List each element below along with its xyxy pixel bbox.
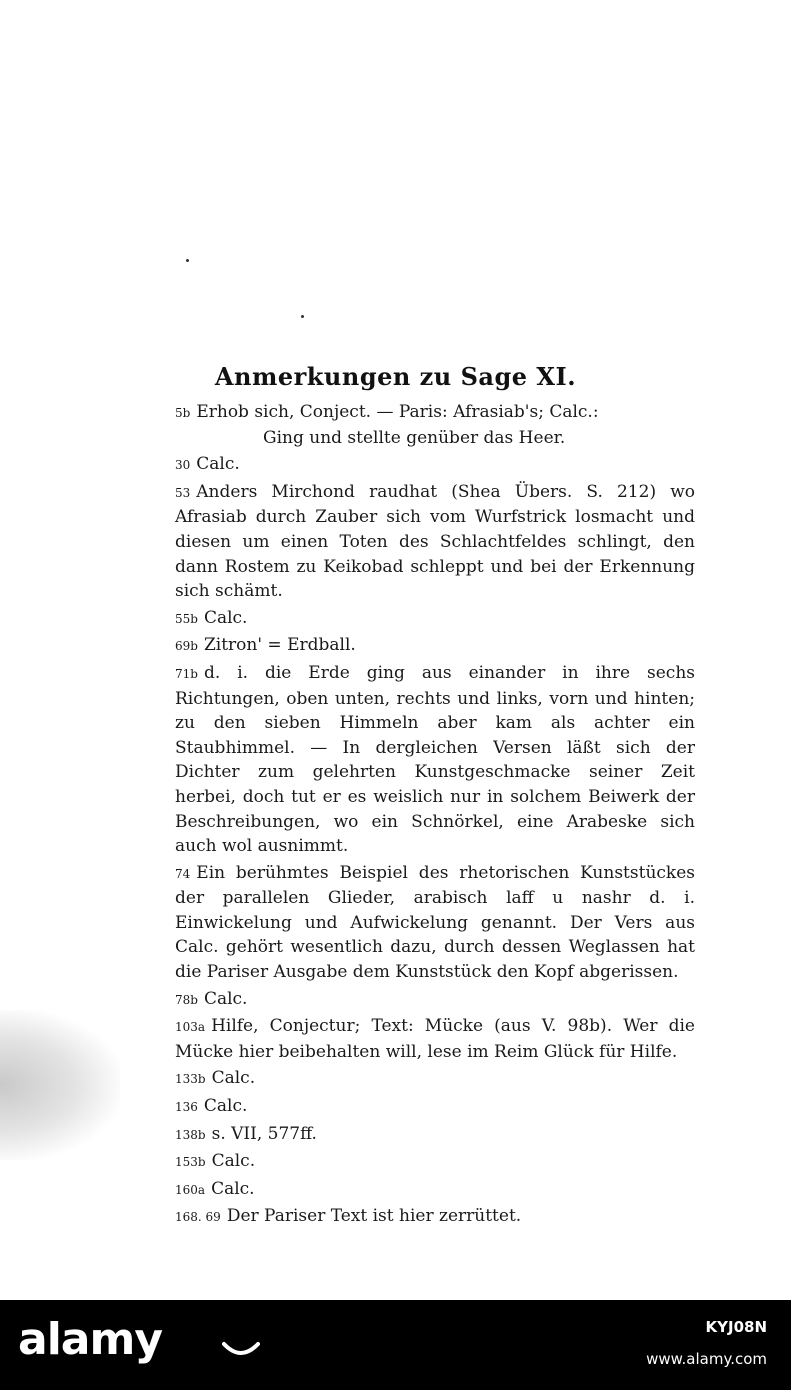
- verse-ref: 78b: [175, 992, 198, 1007]
- note-text: Calc.: [211, 1151, 256, 1172]
- verse-ref: 55b: [175, 611, 198, 626]
- page-shadow: [0, 1010, 120, 1160]
- note-entry: [175, 1149, 695, 1175]
- note-text: Calc.: [211, 1068, 256, 1089]
- note-entry: [175, 1122, 695, 1148]
- note-entry: [175, 1177, 695, 1203]
- note-entry: [175, 1066, 695, 1092]
- note-text: Calc.: [203, 607, 248, 628]
- verse-ref: 71b: [175, 666, 198, 681]
- note-entry: [175, 633, 695, 659]
- note-text: Calc.: [211, 1178, 255, 1199]
- note-text: Erhob sich, Conject. — Paris: Afrasiab's; Calc.:: [196, 402, 599, 422]
- image-code: KYJ08N: [705, 1318, 767, 1336]
- verse-ref: 168. 69: [175, 1210, 221, 1225]
- note-entry: [175, 861, 695, 985]
- verse-ref: 30: [175, 458, 191, 473]
- logo-swoosh-icon: [222, 1340, 260, 1360]
- note-text: Hilfe, Conjectur; Text: Mücke (aus V. 98b). Wer die Mücke hier beibehalten will, lese im Reim Glück für Hilfe.: [175, 1016, 695, 1062]
- note-text: Anders Mirchond raudhat (Shea Übers. S. 212) wo Afrasiab durch Zauber sich vom Wurfstrick losmacht und diesen um einen Toten des Schlachtfeldes schlingt, den dann Rostem zu Keikobad schleppt und bei der Erkennung sich schämt.: [175, 481, 695, 602]
- watermark-banner: [0, 1300, 791, 1390]
- verse-ref: 5b: [175, 406, 191, 420]
- note-entry: [175, 661, 695, 859]
- alamy-logo: alamy: [18, 1314, 162, 1365]
- notes-list: [175, 400, 695, 1232]
- note-entry: [175, 1014, 695, 1064]
- note-entry: [175, 480, 695, 604]
- note-text: d. i. die Erde ging aus einander in ihre sechs Richtungen, oben unten, rechts und links, vorn und hinten; zu den sieben Himmeln aber kam als achter ein Staubhimmel. — In dergleichen Versen läßt sich der Dichter zum gelehrten Kunstgeschmacke seiner Zeit herbei, doch tut er es weislich nur in solchem Beiwerk der Beschreibungen, wo ein Schnörkel, eine Arabeske sich auch wol ausnimmt.: [175, 662, 695, 857]
- note-entry: [175, 606, 695, 632]
- note-entry: [175, 452, 695, 478]
- verse-ref: 136: [175, 1100, 198, 1115]
- note-entry: [175, 987, 695, 1013]
- verse-ref: 153b: [175, 1155, 206, 1170]
- note-text-continued: Ging und stellte genüber das Heer.: [263, 427, 566, 448]
- verse-ref: 133b: [175, 1072, 206, 1087]
- watermark-url: www.alamy.com: [646, 1350, 767, 1368]
- note-text: Calc.: [203, 1096, 248, 1117]
- speck: [301, 315, 304, 318]
- speck: [186, 259, 189, 262]
- verse-ref: 69b: [175, 639, 198, 654]
- note-entry: [175, 400, 695, 450]
- note-entry: [175, 1094, 695, 1120]
- page-title: Anmerkungen zu Sage XI.: [214, 362, 577, 391]
- verse-ref: 160a: [175, 1182, 206, 1197]
- verse-ref: 103a: [175, 1020, 206, 1035]
- note-entry: [175, 1204, 695, 1230]
- note-text: Der Pariser Text ist hier zerrüttet.: [226, 1206, 522, 1227]
- note-text: s. VII, 577ff.: [211, 1123, 317, 1144]
- verse-ref: 74: [175, 866, 191, 881]
- verse-ref: 53: [175, 485, 191, 500]
- note-text: Calc.: [203, 988, 248, 1009]
- note-text: Zitron' = Erdball.: [203, 635, 356, 656]
- note-text: Ein berühmtes Beispiel des rhetorischen Kunststückes der parallelen Glieder, arabisch laff u nashr d. i. Einwickelung und Aufwickelung genannt. Der Vers aus Calc. gehört wesentlich dazu, durch dessen Weglassen hat die Pariser Ausgabe dem Kunststück den Kopf abgerissen.: [175, 862, 695, 983]
- note-text: Calc.: [196, 454, 240, 475]
- verse-ref: 138b: [175, 1127, 206, 1142]
